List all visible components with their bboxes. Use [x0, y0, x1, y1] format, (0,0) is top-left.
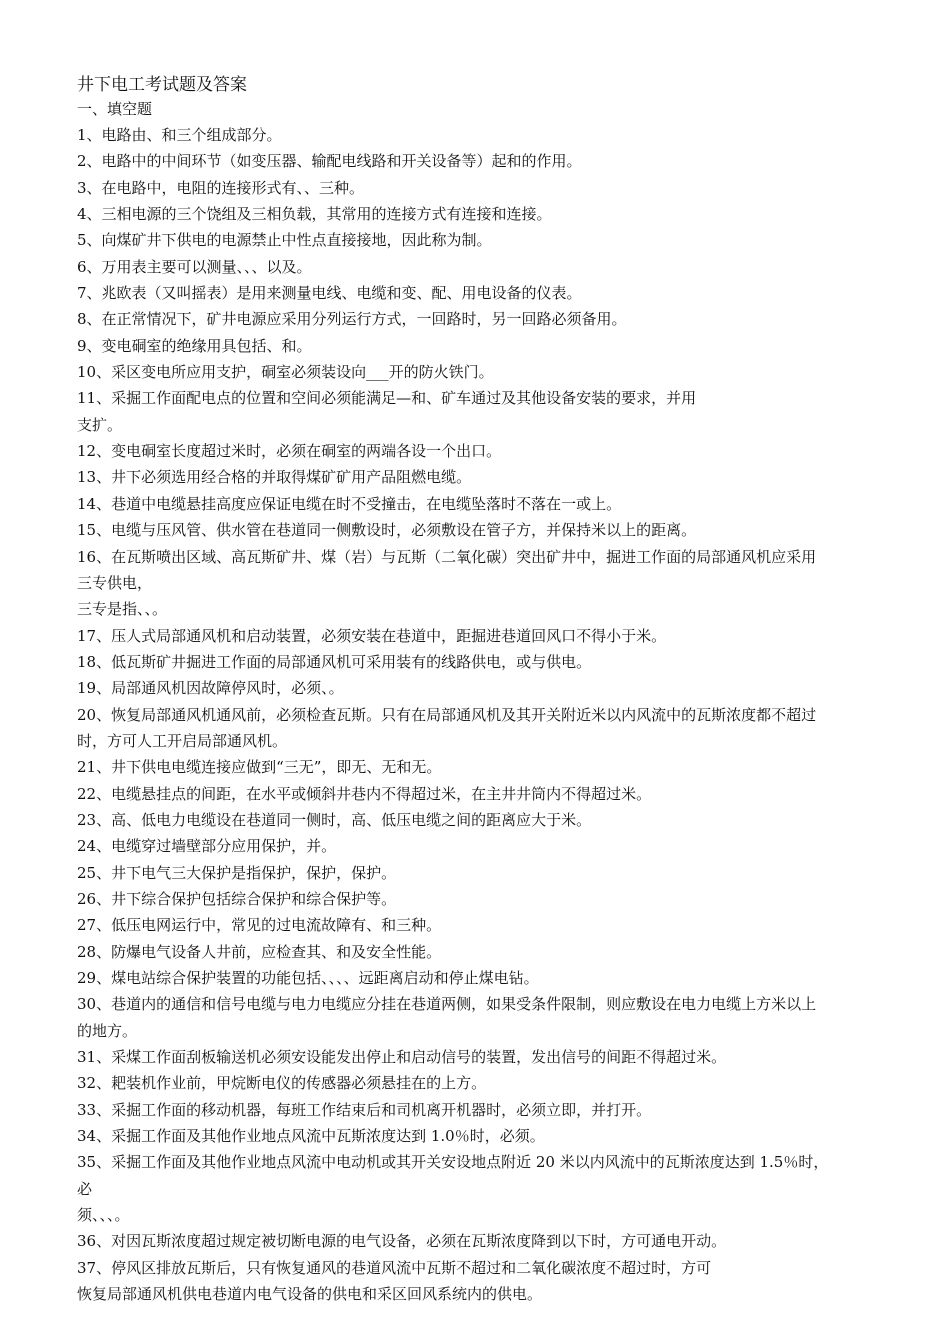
question-line: 35、采掘工作面及其他作业地点风流中电动机或其开关安设地点附近 20 米以内风流中的瓦斯浓度达到 1.5％时，	[77, 1153, 829, 1172]
question-line: 5、向煤矿井下供电的电源禁止中性点直接接地，因此称为制。	[77, 231, 492, 250]
question-line: 26、井下综合保护包括综合保护和综合保护等。	[77, 889, 397, 908]
question-line: 29、煤电站综合保护装置的功能包括、、、、远距离启动和停止煤电钻。	[77, 969, 539, 987]
question-line: 7、兆欧表（又叫摇表）是用来测量电线、电缆和变、配、用电设备的仪表。	[77, 284, 582, 303]
question-line: 1、电路由、和三个组成部分。	[77, 126, 282, 144]
question-line: 必	[77, 1179, 93, 1198]
question-line: 22、电缆悬挂点的间距，在水平或倾斜井巷内不得超过米，在主井井筒内不得超过米。	[77, 784, 652, 803]
question-line: 34、采掘工作面及其他作业地点风流中瓦斯浓度达到 1.0％时，必须。	[77, 1127, 545, 1146]
question-line: 时，方可人工开启局部通风机。	[77, 731, 288, 750]
question-line: 19、局部通风机因故障停风时，必须、。	[77, 679, 344, 698]
question-line: 6、万用表主要可以测量、、、以及。	[77, 257, 312, 276]
question-line: 32、耙装机作业前，甲烷断电仪的传感器必须悬挂在的上方。	[77, 1074, 487, 1093]
question-line: 31、采煤工作面刮板输送机必须安设能发出停止和启动信号的装置，发出信号的间距不得超过米。	[77, 1048, 727, 1067]
question-line: 2、电路中的中间环节（如变压器、输配电线路和开关设备等）起和的作用。	[77, 152, 582, 171]
question-line: 14、巷道中电缆悬挂高度应保证电缆在时不受撞击，在电缆坠落时不落在一或上。	[77, 494, 622, 513]
question-line: 28、防爆电气设备人井前，应检查其、和及安全性能。	[77, 942, 442, 961]
section-heading: 一、填空题	[77, 100, 153, 118]
question-line: 3、在电路中，电阻的连接形式有、、三种。	[77, 178, 365, 197]
question-line: 20、恢复局部通风机通风前，必须检查瓦斯。只有在局部通风机及其开关附近米以内风流中的瓦斯浓度都不超过	[77, 705, 817, 724]
question-line: 11、采掘工作面配电点的位置和空间必须能满足—和、矿车通过及其他设备安装的要求，并用	[77, 389, 697, 408]
question-line: 25、井下电气三大保护是指保护，保护，保护。	[77, 863, 397, 882]
question-line: 37、停风区排放瓦斯后，只有恢复通风的巷道风流中瓦斯不超过和二氧化碳浓度不超过时，方可	[77, 1258, 712, 1277]
question-list	[77, 122, 927, 1307]
question-line: 4、三相电源的三个饶组及三相负载，其常用的连接方式有连接和连接。	[77, 205, 552, 224]
question-line: 须、、、。	[77, 1206, 130, 1225]
question-line: 18、低瓦斯矿井掘进工作面的局部通风机可采用装有的线路供电，或与供电。	[77, 652, 592, 671]
question-line: 三专是指、、。	[77, 600, 168, 619]
question-line: 的地方。	[77, 1021, 138, 1040]
question-line: 9、变电硐室的绝缘用具包括、和。	[77, 336, 312, 355]
question-line: 24、电缆穿过墙壁部分应用保护，并。	[77, 837, 337, 856]
question-line: 15、电缆与压风管、供水管在巷道同一侧敷设时，必须敷设在管子方，并保持米以上的距离。	[77, 521, 697, 540]
question-line: 36、对因瓦斯浓度超过规定被切断电源的电气设备，必须在瓦斯浓度降到以下时，方可通电开动。	[77, 1232, 727, 1251]
question-line: 8、在正常情况下，矿井电源应采用分列运行方式，一回路时，另一回路必须备用。	[77, 310, 627, 329]
question-line: 恢复局部通风机供电巷道内电气设备的供电和采区回风系统内的供电。	[77, 1285, 543, 1304]
question-line: 23、高、低电力电缆设在巷道同一侧时，高、低压电缆之间的距离应大于米。	[77, 810, 592, 829]
question-line: 三专供电，	[77, 573, 153, 592]
question-line: 支扩。	[77, 415, 123, 434]
question-line: 17、压人式局部通风机和启动装置，必须安装在巷道中，距掘进巷道回风口不得小于米。	[77, 626, 667, 645]
question-line: 16、在瓦斯喷出区域、高瓦斯矿井、煤（岩）与瓦斯（二氧化碳）突出矿井中，掘进工作面的局部通风机应采用	[77, 547, 817, 566]
question-line: 30、巷道内的通信和信号电缆与电力电缆应分挂在巷道两侧，如果受条件限制，则应敷设在电力电缆上方米以上	[77, 995, 817, 1014]
question-line: 27、低压电网运行中，常见的过电流故障有、和三种。	[77, 916, 442, 935]
question-line: 33、采掘工作面的移动机器，每班工作结束后和司机离开机器时，必须立即，并打开。	[77, 1100, 652, 1119]
question-line: 10、采区变电所应用支护，硐室必须装设向___开的防火铁门。	[77, 363, 494, 382]
question-line: 12、变电硐室长度超过米时，必须在硐室的两端各设一个出口。	[77, 442, 502, 461]
question-line: 13、井下必须选用经合格的并取得煤矿矿用产品阻燃电缆。	[77, 468, 472, 487]
question-line: 21、井下供电电缆连接应做到“三无”，即无、无和无。	[77, 758, 442, 777]
document-title: 井下电工考试题及答案	[77, 75, 247, 95]
